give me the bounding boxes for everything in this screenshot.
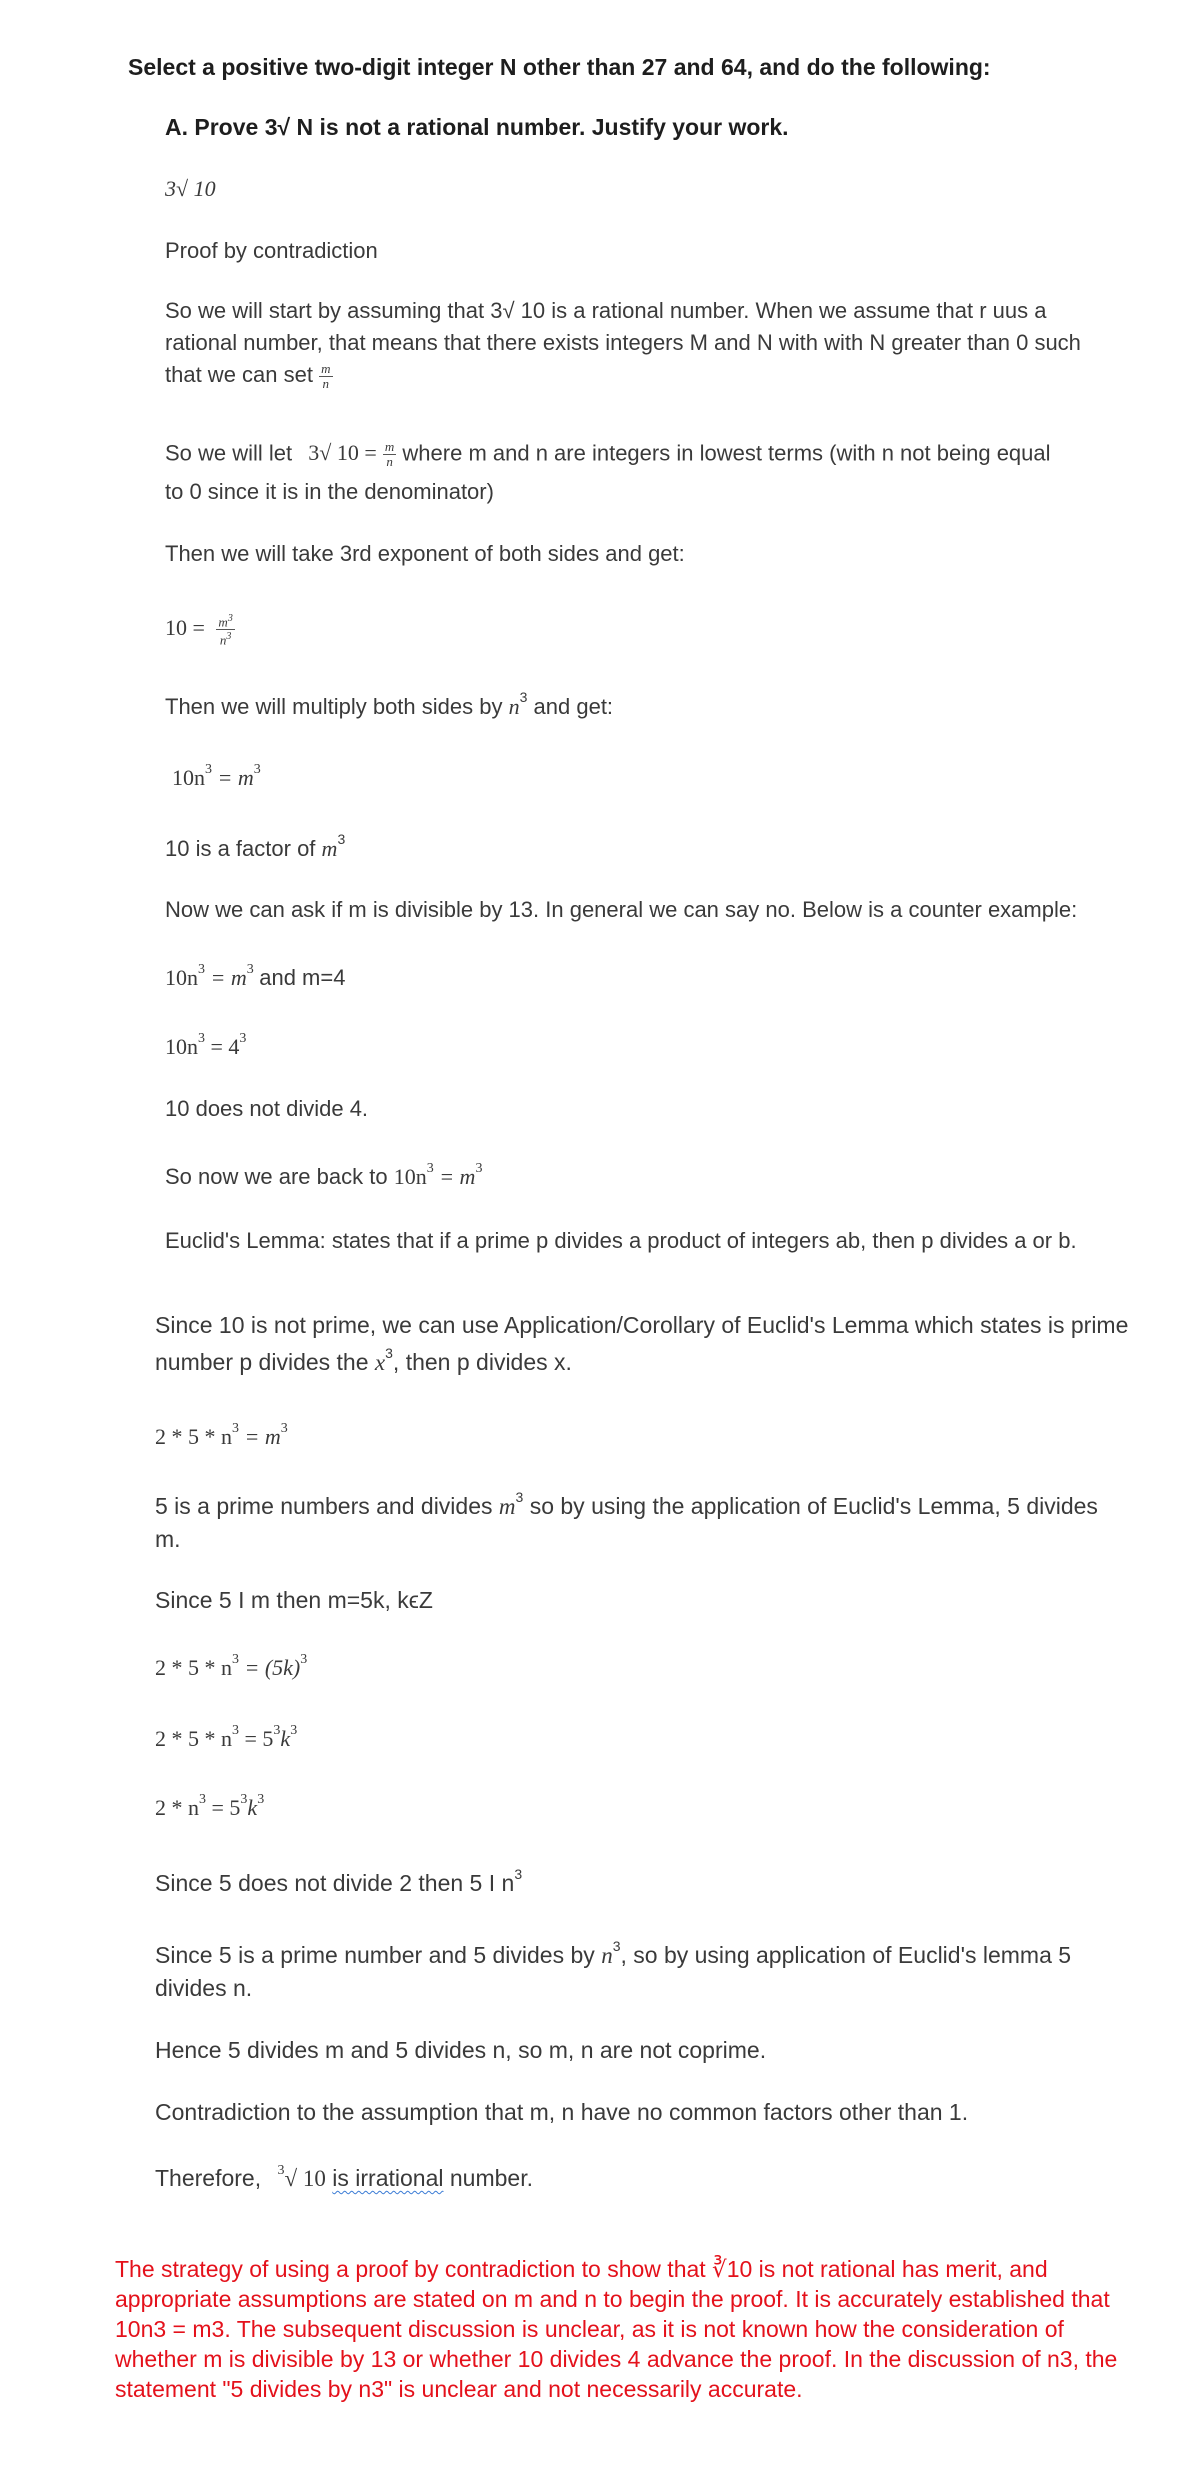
counter-example-eq-2: $10n^3 = 4^3$ [165,1031,247,1059]
m-equals-5k-text: Since 5 I m then m=5k, kϵZ [155,1587,433,1613]
question-prompt: Select a positive two-digit integer N other than 27 and 64, and do the following: [128,54,991,80]
equation-10n3-m3: $10n^3 = m^3$ [172,762,261,790]
proof-method: Proof by contradiction [165,238,378,263]
cube-step-text: Then we will take 3rd exponent of both sides and get: [165,541,685,566]
equation-2-n3: $2 * n^3 = 5^3k^3$ [155,1792,265,1820]
prime-number-n-cont: divides n. [155,1975,253,2001]
not-coprime-text: Hence 5 divides m and 5 divides n, so m, n are not coprime. [155,2037,767,2063]
divisible-13-text: Now we can ask if m is divisible by 13. In general we can say no. Below is a counter example: [165,897,1078,922]
prime-divides-text: 5 is a prime numbers and divides $m^3$ so by using the application of Euclid's Lemma, 5 divides [155,1489,1098,1519]
let-statement: So we will let 3√ 10 = $\frac{m}{n}$ where m and n are integers in lowest terms (with n not being equal [165,439,1051,469]
equation-5k: $2 * 5 * n^3 = (5k)^3$ [155,1652,308,1680]
counter-example-eq: $10n^3 = m^3$ and m=4 [165,962,346,990]
euclid-lemma-text: Euclid's Lemma: states that if a prime p divides a product of integers ab, then p divides a or b. [165,1228,1077,1253]
prime-divides-cont: m. [155,1526,181,1552]
contradiction-text: Contradiction to the assumption that m, n have no common factors other than 1. [155,2099,969,2125]
conclusion-text: Therefore, $^3$√ 10 is irrational number. [155,2163,533,2191]
corollary-text-cont: number p divides the $x^3$, then p divides x. [155,1345,572,1375]
chosen-number: 3√ 10 [165,176,216,201]
five-divides-n3-text: Since 5 does not divide 2 then 5 I $n^3$ [155,1866,523,1896]
assumption-paragraph: So we will start by assuming that 3√ 10 is a rational number. When we assume that r uus a rational number, that means that there exists integers M and N with with N greater than 0 such that we can set $\frac{m}{n}$ [165,298,1081,391]
grader-feedback: The strategy of using a proof by contradiction to show that ∛10 is not rational has merit, and appropriate assumptions are stated on m and n to begin the proof. It is accurately established that 10n3 = m3. The subsequent discussion is unclear, as it is not known how the consideration of whether m is divisible by 13 or whether 10 divides 4 advance the proof. In the discussion of n3, the statement "5 divides by n3" is unclear and not necessarily accurate. [115,2256,1118,2402]
m-over-n-fraction: $\frac{m}{n}$ [321,360,331,391]
does-not-divide-text: 10 does not divide 4. [165,1096,369,1121]
equation-5-cubed-k: $2 * 5 * n^3 = 5^3k^3$ [155,1723,298,1751]
equation-cubed: 10 = $\frac{m^3}{n^3}$ [165,613,233,648]
spellcheck-underline: is irrational [332,2165,444,2191]
part-a-heading: A. Prove 3√ N is not a rational number. Justify your work. [165,114,789,140]
corollary-text: Since 10 is not prime, we can use Application/Corollary of Euclid's Lemma which states is prime [155,1312,1129,1338]
let-statement-cont: to 0 since it is in the denominator) [165,479,494,504]
multiply-step-text: Then we will multiply both sides by $n^3$ and get: [165,689,614,719]
equation-2-5-n3: $2 * 5 * n^3 = m^3$ [155,1421,288,1449]
factor-statement: 10 is a factor of $m^3$ [165,831,346,861]
prime-number-n-text: Since 5 is a prime number and 5 divides by $n^3$, so by using application of Euclid's lemma 5 [155,1938,1072,1968]
back-to-text: So now we are back to $10n^3 = m^3$ [165,1161,483,1189]
